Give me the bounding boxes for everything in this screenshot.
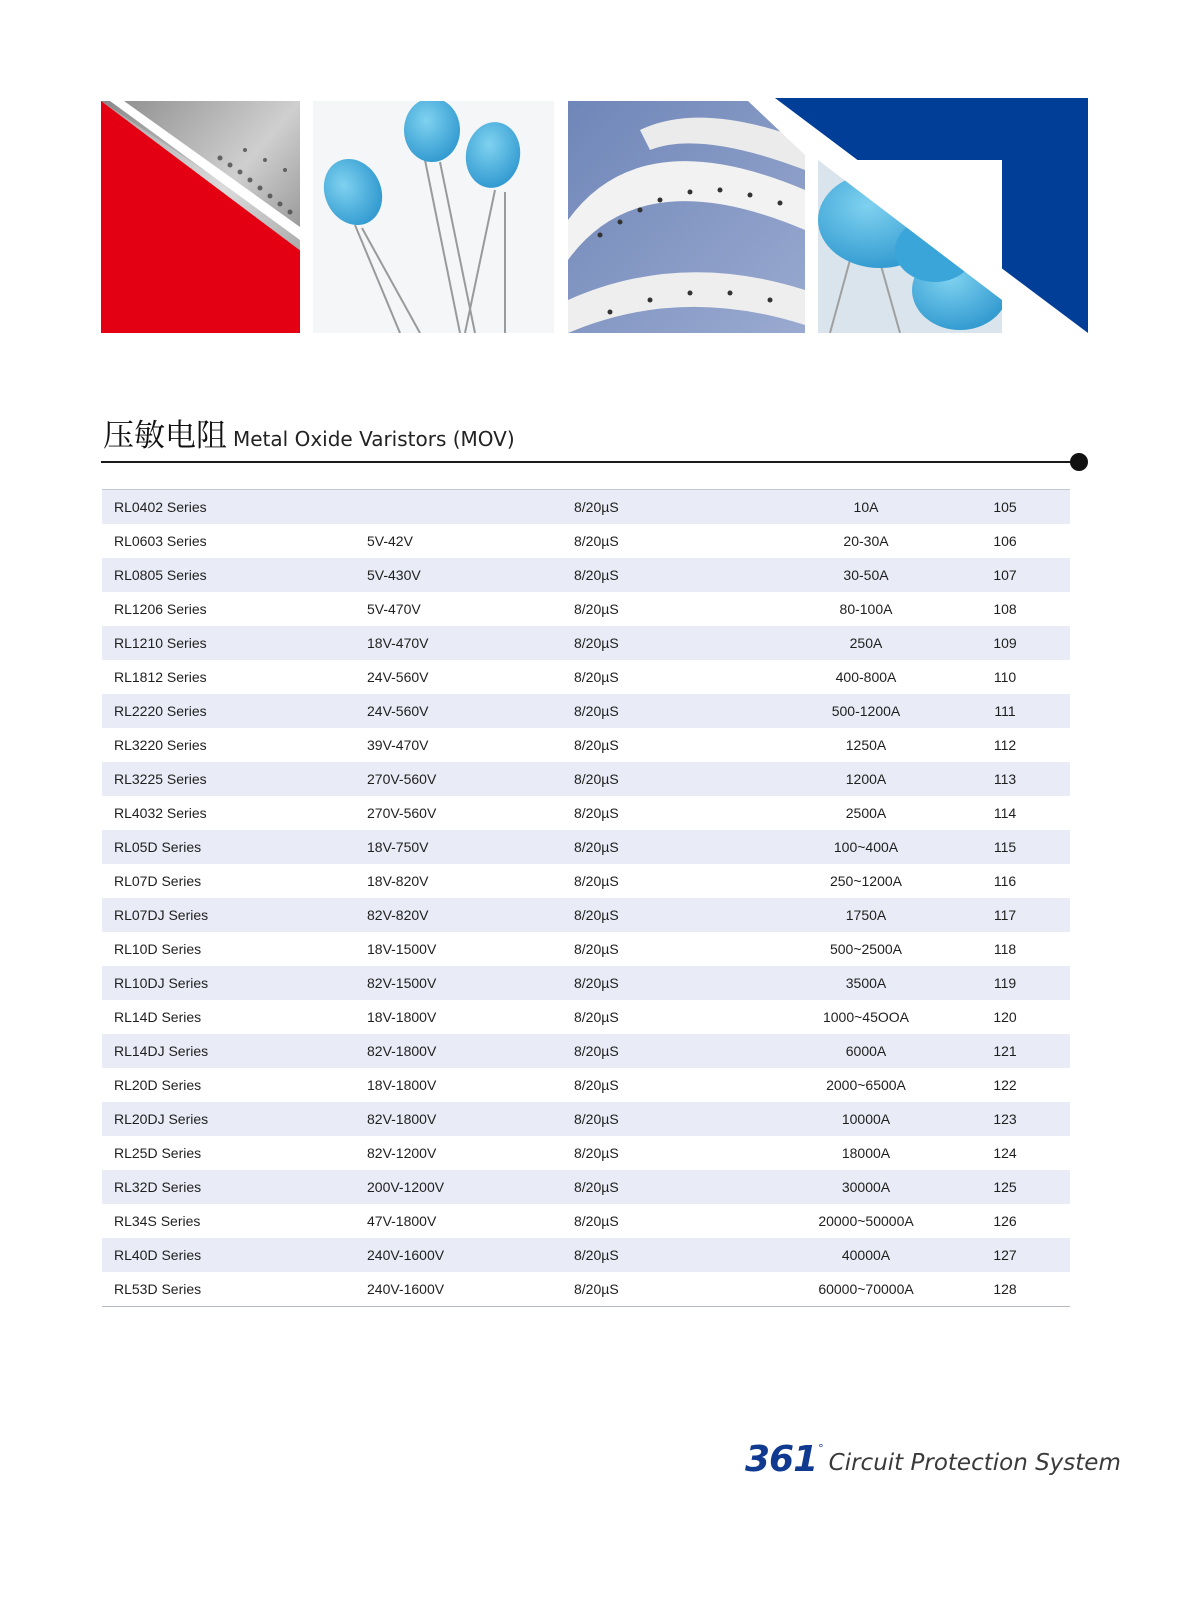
cell-waveform: 8/20µS: [574, 1179, 619, 1195]
cell-page: 108: [993, 601, 1017, 617]
cell-voltage: 47V-1800V: [367, 1213, 437, 1229]
cell-page: 111: [994, 703, 1016, 719]
cell-current: 400-800A: [835, 669, 897, 685]
cell-series: RL0805 Series: [114, 567, 207, 583]
cell-voltage: 39V-470V: [367, 737, 429, 753]
banner-graphic: [0, 0, 1189, 340]
cell-series: RL1206 Series: [114, 601, 207, 617]
cell-page: 110: [993, 669, 1017, 685]
brand-text: Circuit Protection System: [828, 1450, 1121, 1476]
series-table: [102, 489, 1070, 1307]
cell-voltage: 18V-1800V: [367, 1009, 437, 1025]
cell-page: 124: [993, 1145, 1017, 1161]
cell-waveform: 8/20µS: [574, 1009, 619, 1025]
table-row: [102, 1034, 1070, 1068]
cell-current: 60000~70000A: [818, 1281, 914, 1297]
table-row: [102, 1000, 1070, 1034]
table-row: [102, 524, 1070, 558]
cell-current: 1200A: [845, 771, 887, 787]
cell-waveform: 8/20µS: [574, 1111, 619, 1127]
cell-page: 106: [993, 533, 1017, 549]
cell-current: 30000A: [841, 1179, 891, 1195]
table-row: [102, 830, 1070, 864]
table-row: [102, 626, 1070, 660]
cell-series: RL05D Series: [114, 839, 202, 855]
cell-current: 500-1200A: [831, 703, 901, 719]
cell-waveform: 8/20µS: [574, 907, 619, 923]
cell-waveform: 8/20µS: [574, 1145, 619, 1161]
cell-voltage: 5V-470V: [367, 601, 421, 617]
cell-voltage: 5V-430V: [367, 567, 421, 583]
table-row: [102, 966, 1070, 1000]
cell-voltage: 18V-1500V: [367, 941, 437, 957]
cell-waveform: 8/20µS: [574, 533, 619, 549]
table-row: [102, 728, 1070, 762]
cell-series: RL34S Series: [114, 1213, 201, 1229]
cell-series: RL3220 Series: [114, 737, 207, 753]
cell-current: 1000~45OOA: [822, 1009, 909, 1025]
table-row: [102, 762, 1070, 796]
cell-current: 18000A: [841, 1145, 891, 1161]
cell-voltage: 18V-470V: [367, 635, 429, 651]
cell-current: 80-100A: [839, 601, 893, 617]
brand-number: 361: [745, 1439, 818, 1480]
cell-series: RL3225 Series: [114, 771, 207, 787]
cell-page: 112: [993, 737, 1017, 753]
cell-voltage: 240V-1600V: [367, 1281, 445, 1297]
cell-series: RL53D Series: [114, 1281, 202, 1297]
cell-current: 250A: [849, 635, 883, 651]
cell-voltage: 240V-1600V: [367, 1247, 445, 1263]
cell-series: RL1812 Series: [114, 669, 207, 685]
cell-current: 10A: [853, 499, 879, 515]
cell-voltage: 18V-820V: [367, 873, 429, 889]
table-row: [102, 1238, 1070, 1272]
cell-waveform: 8/20µS: [574, 1247, 619, 1263]
cell-current: 100~400A: [833, 839, 899, 855]
cell-current: 1250A: [845, 737, 887, 753]
cell-series: RL2220 Series: [114, 703, 207, 719]
table-row: [102, 1068, 1070, 1102]
header-banner: [0, 0, 1189, 340]
cell-current: 20-30A: [843, 533, 889, 549]
cell-waveform: 8/20µS: [574, 805, 619, 821]
cell-page: 121: [993, 1043, 1017, 1059]
cell-waveform: 8/20µS: [574, 1043, 619, 1059]
cell-waveform: 8/20µS: [574, 873, 619, 889]
brand-logo: [745, 1439, 1121, 1480]
table-row: [102, 898, 1070, 932]
table-row: [102, 660, 1070, 694]
table-row: [102, 796, 1070, 830]
cell-voltage: 82V-820V: [367, 907, 429, 923]
cell-waveform: 8/20µS: [574, 1077, 619, 1093]
cell-series: RL4032 Series: [114, 805, 207, 821]
cell-current: 500~2500A: [829, 941, 903, 957]
cell-series: RL25D Series: [114, 1145, 202, 1161]
cell-waveform: 8/20µS: [574, 635, 619, 651]
cell-voltage: 82V-1800V: [367, 1111, 437, 1127]
cell-current: 10000A: [841, 1111, 891, 1127]
cell-series: RL0603 Series: [114, 533, 207, 549]
cell-current: 250~1200A: [829, 873, 903, 889]
cell-waveform: 8/20µS: [574, 975, 619, 991]
cell-voltage: 82V-1800V: [367, 1043, 437, 1059]
cell-waveform: 8/20µS: [574, 567, 619, 583]
cell-voltage: 18V-750V: [367, 839, 429, 855]
cell-waveform: 8/20µS: [574, 839, 619, 855]
cell-page: 109: [993, 635, 1017, 651]
cell-series: RL14DJ Series: [114, 1043, 209, 1059]
cell-page: 123: [993, 1111, 1017, 1127]
cell-current: 6000A: [845, 1043, 887, 1059]
cell-voltage: 24V-560V: [367, 703, 429, 719]
table-row: [102, 1102, 1070, 1136]
cell-series: RL32D Series: [114, 1179, 202, 1195]
cell-waveform: 8/20µS: [574, 737, 619, 753]
cell-current: 20000~50000A: [818, 1213, 914, 1229]
cell-waveform: 8/20µS: [574, 771, 619, 787]
table-row: [102, 1272, 1070, 1306]
table-row: [102, 558, 1070, 592]
cell-voltage: 24V-560V: [367, 669, 429, 685]
cell-voltage: 82V-1200V: [367, 1145, 437, 1161]
title-english: Metal Oxide Varistors (MOV): [233, 427, 515, 451]
cell-page: 126: [993, 1213, 1017, 1229]
cell-series: RL07DJ Series: [114, 907, 209, 923]
cell-series: RL07D Series: [114, 873, 202, 889]
cell-waveform: 8/20µS: [574, 941, 619, 957]
cell-current: 30-50A: [843, 567, 889, 583]
divider-dot: [1070, 453, 1088, 471]
cell-voltage: 82V-1500V: [367, 975, 437, 991]
cell-waveform: 8/20µS: [574, 703, 619, 719]
cell-current: 1750A: [845, 907, 887, 923]
table-row: [102, 694, 1070, 728]
cell-page: 122: [993, 1077, 1017, 1093]
cell-page: 117: [993, 907, 1017, 923]
cell-page: 119: [993, 975, 1017, 991]
cell-voltage: 200V-1200V: [367, 1179, 445, 1195]
brand-degree: °: [818, 1442, 824, 1455]
cell-series: RL1210 Series: [114, 635, 207, 651]
cell-current: 2500A: [845, 805, 887, 821]
cell-page: 114: [993, 805, 1017, 821]
cell-series: RL10D Series: [114, 941, 202, 957]
cell-voltage: 5V-42V: [367, 533, 413, 549]
cell-page: 115: [993, 839, 1017, 855]
table-row: [102, 1170, 1070, 1204]
cell-voltage: 18V-1800V: [367, 1077, 437, 1093]
cell-waveform: 8/20µS: [574, 1213, 619, 1229]
table-row: [102, 932, 1070, 966]
cell-page: 120: [993, 1009, 1017, 1025]
cell-page: 105: [993, 499, 1017, 515]
table-row: [102, 864, 1070, 898]
cell-series: RL10DJ Series: [114, 975, 209, 991]
cell-current: 2000~6500A: [826, 1077, 906, 1093]
table-row: [102, 1204, 1070, 1238]
cell-series: RL40D Series: [114, 1247, 202, 1263]
title-chinese: 压敏电阻: [103, 418, 227, 454]
cell-page: 107: [993, 567, 1017, 583]
cell-waveform: 8/20µS: [574, 669, 619, 685]
cell-series: RL20DJ Series: [114, 1111, 209, 1127]
photo-disc-varistors: [313, 98, 554, 333]
cell-waveform: 8/20µS: [574, 601, 619, 617]
table-row: [102, 490, 1070, 524]
cell-page: 118: [993, 941, 1017, 957]
cell-series: RL14D Series: [114, 1009, 202, 1025]
cell-page: 125: [993, 1179, 1017, 1195]
cell-series: RL0402 Series: [114, 499, 207, 515]
table-row: [102, 592, 1070, 626]
cell-waveform: 8/20µS: [574, 1281, 619, 1297]
cell-page: 128: [993, 1281, 1017, 1297]
cell-voltage: 270V-560V: [367, 805, 437, 821]
cell-series: RL20D Series: [114, 1077, 202, 1093]
cell-page: 116: [993, 873, 1017, 889]
section-title: [103, 410, 515, 455]
cell-current: 40000A: [841, 1247, 891, 1263]
cell-waveform: 8/20µS: [574, 499, 619, 515]
table-row: [102, 1136, 1070, 1170]
photo-smd-tape: [568, 101, 805, 333]
cell-current: 3500A: [845, 975, 887, 991]
title-divider: [101, 461, 1079, 463]
cell-page: 127: [993, 1247, 1017, 1263]
cell-voltage: 270V-560V: [367, 771, 437, 787]
cell-page: 113: [993, 771, 1017, 787]
